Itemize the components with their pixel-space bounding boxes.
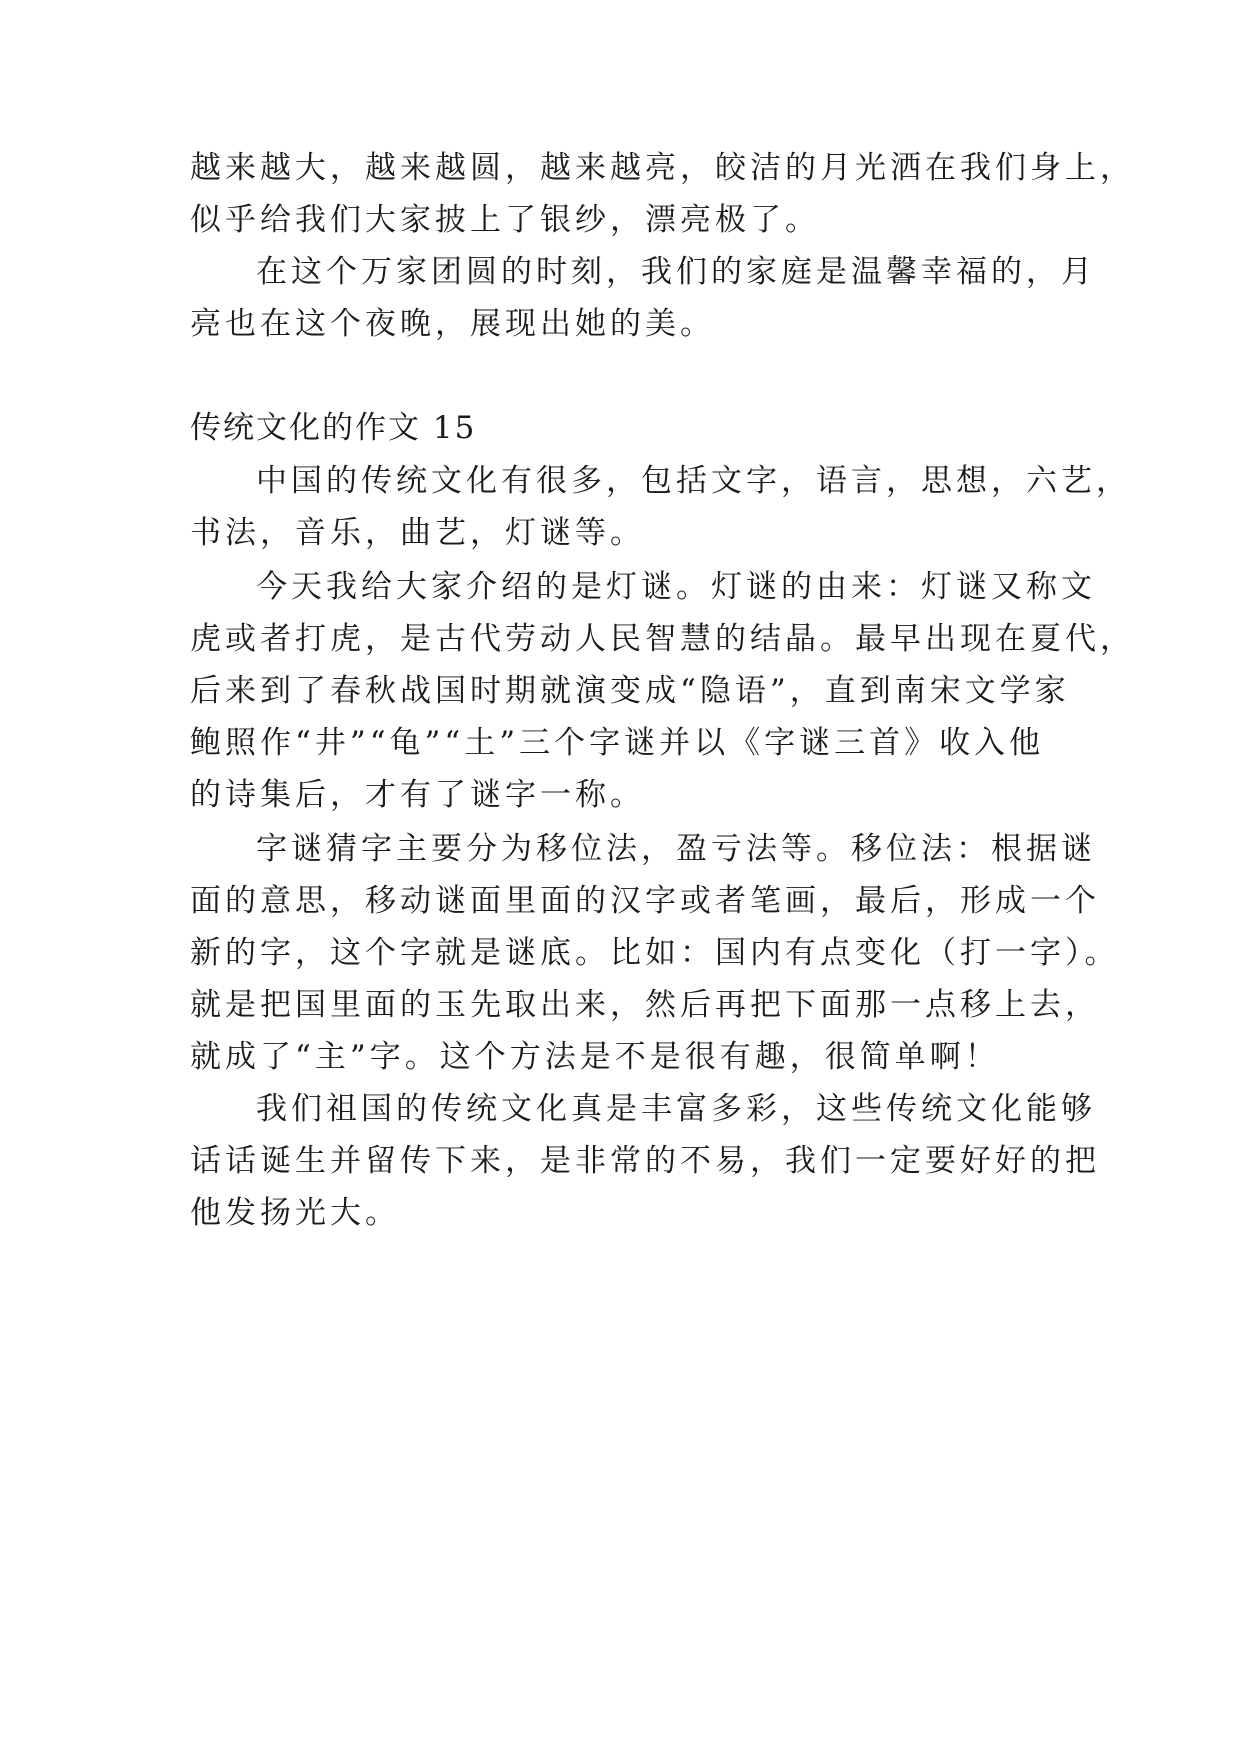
- paragraph-line: 今天我给大家介绍的是灯谜。灯谜的由来：灯谜又称文: [256, 569, 1096, 605]
- paragraph-line: 虎或者打虎，是古代劳动人民智慧的结晶。最早出现在夏代，: [190, 621, 1135, 657]
- paragraph-line: 中国的传统文化有很多，包括文字，语言，思想，六艺，: [256, 463, 1131, 499]
- paragraph-line: 亮也在这个夜晚，展现出她的美。: [190, 306, 715, 342]
- document-page: [190, 0, 1135, 1754]
- paragraph-line: 就成了“主”字。这个方法是不是很有趣，很简单啊！: [190, 1039, 1000, 1075]
- paragraph-line: 我们祖国的传统文化真是丰富多彩，这些传统文化能够: [256, 1091, 1096, 1127]
- paragraph-line: 的诗集后，才有了谜字一称。: [190, 777, 645, 813]
- paragraph-line: 书法，音乐，曲艺，灯谜等。: [190, 515, 645, 551]
- paragraph-line: 字谜猜字主要分为移位法，盈亏法等。移位法：根据谜: [256, 831, 1096, 867]
- paragraph-line: 后来到了春秋战国时期就演变成“隐语”，直到南宋文学家: [190, 673, 1070, 709]
- paragraph-line: 似乎给我们大家披上了银纱，漂亮极了。: [190, 202, 820, 238]
- paragraph-line: 他发扬光大。: [190, 1195, 400, 1231]
- paragraph-line: 鲍照作“井”“龟”“土”三个字谜并以《字谜三首》收入他: [190, 725, 1045, 761]
- paragraph-line: 就是把国里面的玉先取出来，然后再把下面那一点移上去，: [190, 987, 1100, 1023]
- paragraph-line: 话话诞生并留传下来，是非常的不易，我们一定要好好的把: [190, 1143, 1100, 1179]
- section-title: 传统文化的作文 15: [190, 410, 477, 446]
- paragraph-line: 越来越大，越来越圆，越来越亮，皎洁的月光洒在我们身上，: [190, 150, 1135, 186]
- paragraph-line: 在这个万家团圆的时刻，我们的家庭是温馨幸福的，月: [256, 254, 1096, 290]
- paragraph-line: 新的字，这个字就是谜底。比如：国内有点变化（打一字）。: [190, 935, 1120, 971]
- paragraph-line: 面的意思，移动谜面里面的汉字或者笔画，最后，形成一个: [190, 883, 1100, 919]
